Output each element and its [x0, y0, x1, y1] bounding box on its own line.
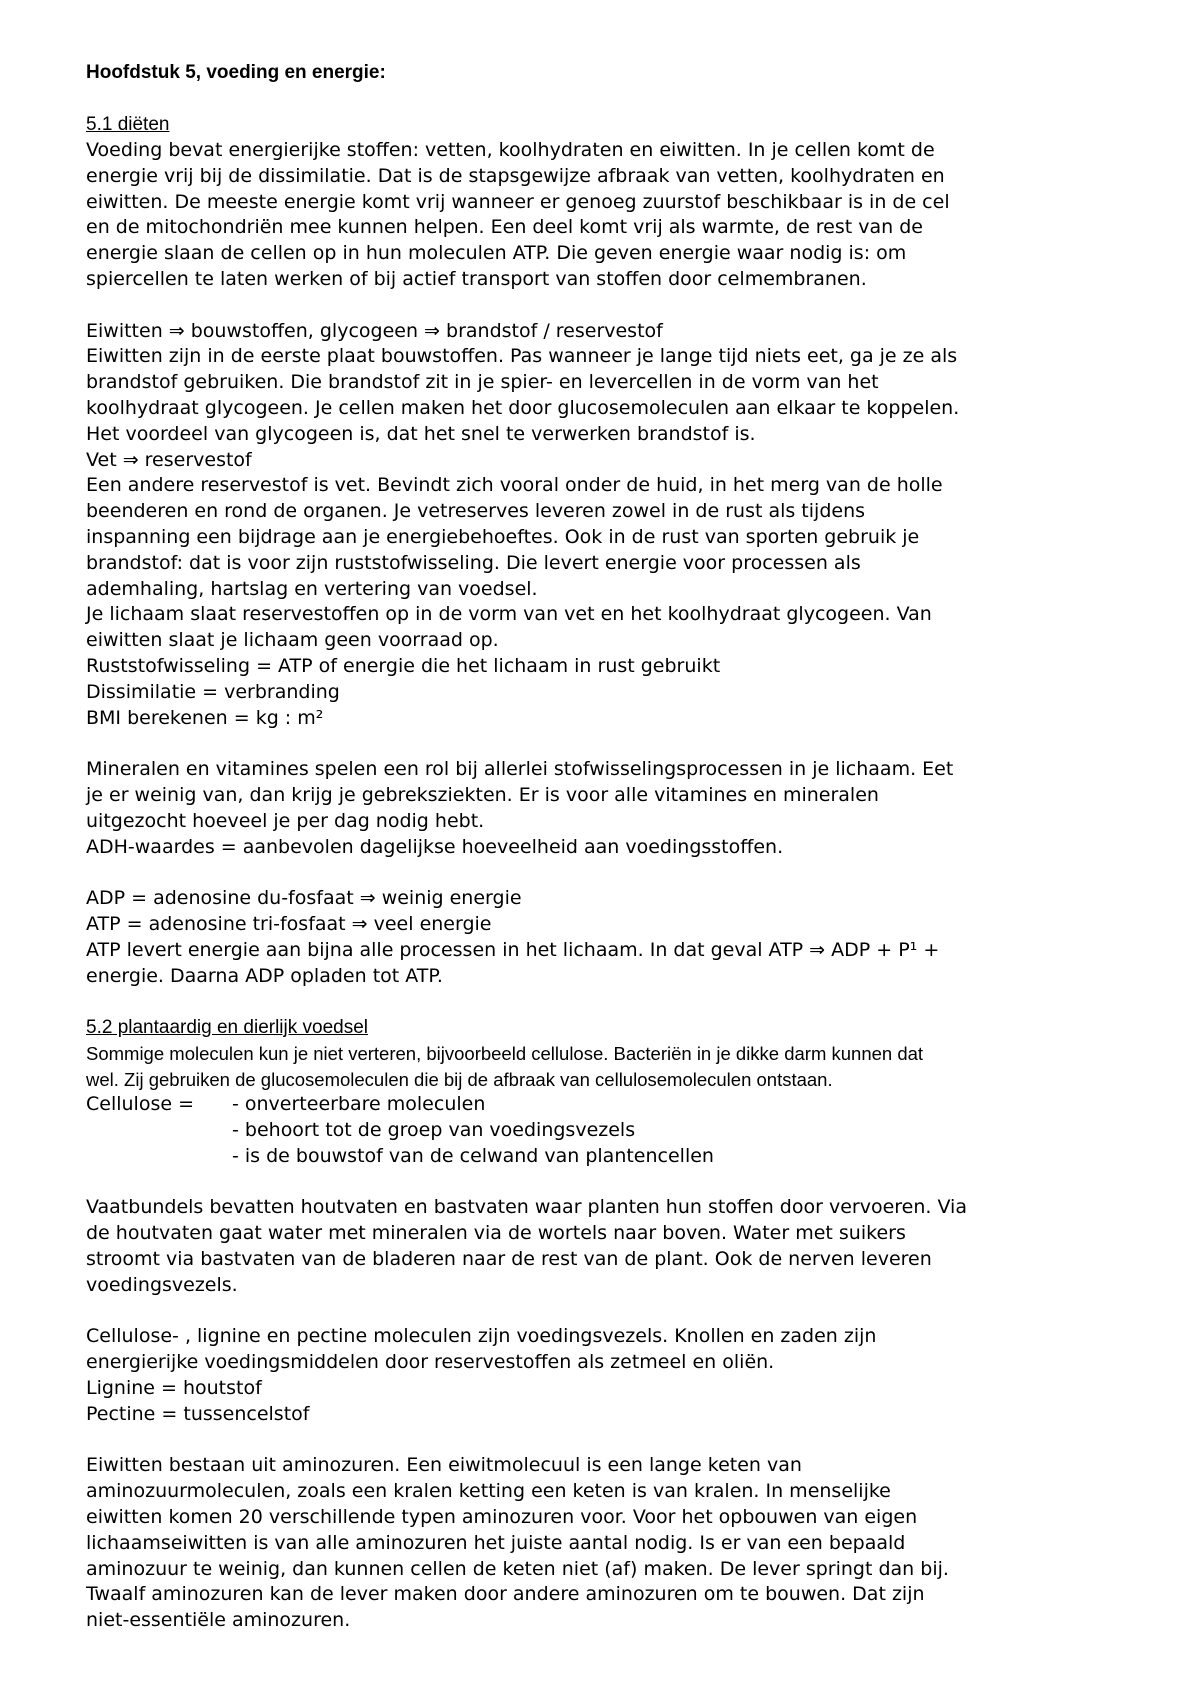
text-line: voedingsvezels. — [86, 1273, 238, 1296]
paragraph-building-fuel — [86, 319, 1146, 732]
paragraph-atp — [86, 886, 1146, 989]
cellulose-label: Cellulose = — [86, 1093, 195, 1116]
text-line: stroomt via bastvaten van de bladeren naar de rest van de plant. Ook de nerven leveren — [86, 1248, 932, 1271]
text-line: energie slaan de cellen op in hun moleculen ATP. Die geven energie waar nodig is: om — [86, 242, 907, 265]
text-line: Voeding bevat energierijke stoffen: vetten, koolhydraten en eiwitten. In je cellen komt de — [86, 139, 935, 161]
text-line: wel. Zij gebruiken de glucosemoleculen die bij de afbraak van cellulosemoleculen ontstaan. — [86, 1068, 833, 1090]
text-line: ADP = adenosine du-fosfaat ⇒ weinig energie — [86, 887, 522, 910]
text-line: beenderen en rond de organen. Je vetreserves leveren zowel in de rust als tijdens — [86, 500, 866, 523]
paragraph-fibers — [86, 1324, 1146, 1427]
text-line: energie. Daarna ADP opladen tot ATP. — [86, 964, 443, 987]
text-line: Twaalf aminozuren kan de lever maken door andere aminozuren om te bouwen. Dat zijn — [86, 1583, 925, 1606]
text-line: Vaatbundels bevatten houtvaten en bastvaten waar planten hun stoffen door vervoeren. Via — [86, 1196, 967, 1219]
text-line: Sommige moleculen kun je niet verteren, bijvoorbeeld cellulose. Bacteriën in je dikke darm kunnen dat — [86, 1043, 924, 1065]
text-line: brandstof: dat is voor zijn ruststofwisseling. Die levert energie voor processen als — [86, 551, 861, 574]
section-heading-5-2: 5.2 plantaardig en dierlijk voedsel — [86, 1017, 369, 1039]
text-line: Eiwitten bestaan uit aminozuren. Een eiwitmolecuul is een lange keten van — [86, 1454, 802, 1477]
text-line: Eiwitten ⇒ bouwstoffen, glycogeen ⇒ brandstof / reservestof — [86, 319, 663, 342]
text-line: en de mitochondriën mee kunnen helpen. Een deel komt vrij als warmte, de rest van de — [86, 216, 923, 239]
text-line: aminozuur te weinig, dan kunnen cellen de keten niet (af) maken. De lever springt dan bij. — [86, 1557, 949, 1580]
document-title: Hoofdstuk 5, voeding en energie: — [86, 62, 386, 83]
text-line: ADH-waardes = aanbevolen dagelijkse hoeveelheid aan voedingsstoffen. — [86, 835, 784, 858]
text-line: eiwitten. De meeste energie komt vrij wanneer er genoeg zuurstof beschikbaar is in de cel — [86, 190, 950, 213]
list-item: - onverteerbare moleculen — [232, 1093, 486, 1116]
text-line: de houtvaten gaat water met mineralen via de wortels naar boven. Water met suikers — [86, 1222, 906, 1245]
text-line: energierijke voedingsmiddelen door reservestoffen als zetmeel en oliën. — [86, 1351, 775, 1374]
text-line: Ruststofwisseling = ATP of energie die het lichaam in rust gebruikt — [86, 654, 721, 677]
text-line: lichaamseiwitten is van alle aminozuren het juiste aantal nodig. Is er van een bepaald — [86, 1531, 906, 1554]
text-line: ATP levert energie aan bijna alle processen in het lichaam. In dat geval ATP ⇒ ADP + P¹ + — [86, 938, 940, 961]
paragraph-minerals — [86, 757, 1146, 860]
text-line: Vet ⇒ reservestof — [86, 448, 252, 471]
cellulose-definition — [86, 1092, 1146, 1169]
text-line: inspanning een bijdrage aan je energiebehoeftes. Ook in de rust van sporten gebruik je — [86, 525, 920, 548]
paragraph-vascular — [86, 1195, 1146, 1298]
text-line: Een andere reservestof is vet. Bevindt zich vooral onder de huid, in het merg van de holle — [86, 474, 943, 497]
text-line: Mineralen en vitamines spelen een rol bij allerlei stofwisselingsprocessen in je lichaam. Eet — [86, 758, 954, 781]
document-page — [86, 60, 1146, 1634]
text-line: niet-essentiële aminozuren. — [86, 1609, 351, 1632]
paragraph-amino-acids — [86, 1453, 1146, 1634]
text-line: spiercellen te laten werken of bij actief transport van stoffen door celmembranen. — [86, 267, 867, 290]
list-item: - is de bouwstof van de celwand van plantencellen — [232, 1144, 714, 1167]
text-line: aminozuurmoleculen, zoals een kralen ketting een keten is van kralen. In menselijke — [86, 1480, 891, 1503]
text-line: Je lichaam slaat reservestoffen op in de vorm van vet en het koolhydraat glycogeen. Van — [86, 603, 932, 626]
text-line: Cellulose- , lignine en pectine moleculen zijn voedingsvezels. Knollen en zaden zijn — [86, 1325, 877, 1348]
text-line: Het voordeel van glycogeen is, dat het snel te verwerken brandstof is. — [86, 422, 756, 445]
text-line: brandstof gebruiken. Die brandstof zit in je spier- en levercellen in de vorm van het — [86, 371, 879, 394]
text-line: je er weinig van, dan krijg je gebreksziekten. Er is voor alle vitamines en mineralen — [86, 783, 879, 806]
text-line: uitgezocht hoeveel je per dag nodig hebt. — [86, 809, 485, 832]
text-line: ATP = adenosine tri-fosfaat ⇒ veel energie — [86, 912, 492, 935]
text-line: Dissimilatie = verbranding — [86, 680, 340, 703]
paragraph-cellulose-intro — [86, 1041, 1146, 1092]
text-line: Lignine = houtstof — [86, 1377, 262, 1400]
text-line: eiwitten slaat je lichaam geen voorraad op. — [86, 629, 499, 652]
text-line: eiwitten komen 20 verschillende typen aminozuren voor. Voor het opbouwen van eigen — [86, 1506, 918, 1529]
text-line: energie vrij bij de dissimilatie. Dat is de stapsgewijze afbraak van vetten, koolhydraten en — [86, 164, 945, 187]
cellulose-list — [232, 1092, 1146, 1169]
text-line: Pectine = tussencelstof — [86, 1402, 310, 1425]
paragraph-energy — [86, 138, 1146, 293]
list-item: - behoort tot de groep van voedingsvezels — [232, 1119, 636, 1142]
text-line: ademhaling, hartslag en vertering van voedsel. — [86, 577, 538, 600]
text-line: Eiwitten zijn in de eerste plaat bouwstoffen. Pas wanneer je lange tijd niets eet, ga je ze als — [86, 345, 958, 368]
text-line: BMI berekenen = kg : m² — [86, 706, 324, 729]
text-line: koolhydraat glycogeen. Je cellen maken het door glucosemoleculen aan elkaar te koppelen. — [86, 396, 960, 419]
section-heading-5-1: 5.1 diëten — [86, 114, 170, 135]
